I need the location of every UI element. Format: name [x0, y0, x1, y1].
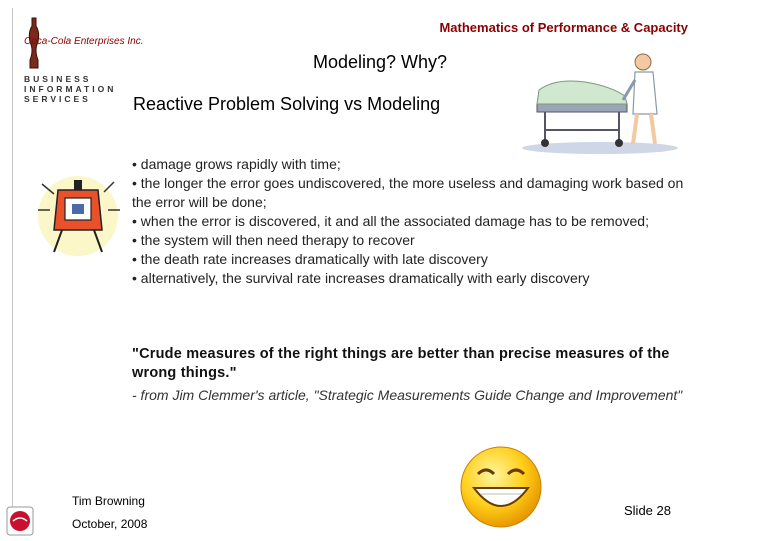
- slide-title: Modeling? Why?: [312, 52, 448, 72]
- footer-date: October, 2008: [72, 517, 148, 531]
- nurse-gurney-icon: [515, 44, 690, 156]
- fire-alarm-icon: [32, 160, 128, 260]
- bullet-list: [132, 155, 692, 288]
- quote-source: - from Jim Clemmer's article, "Strategic Measurements Guide Change and Improvement": [132, 387, 683, 403]
- bullet-item: • the death rate increases dramatically with late discovery: [132, 251, 488, 267]
- logo-line-services: SERVICES: [24, 94, 91, 104]
- fire-alarm-illustration: [32, 160, 128, 260]
- bullet-item: • alternatively, the survival rate increases dramatically with early discovery: [132, 270, 590, 286]
- logo-line-business: BUSINESS: [24, 74, 92, 84]
- logo-text-block: [24, 74, 116, 104]
- slide-number: Slide 28: [624, 503, 671, 518]
- logo-script-text: Coca-Cola Enterprises Inc.: [24, 36, 144, 47]
- footer-author: Tim Browning: [72, 494, 145, 508]
- logo-line-information: INFORMATION: [24, 84, 117, 94]
- footer-logo: [6, 506, 34, 536]
- bullet-item: • the longer the error goes undiscovered, the more useless and damaging work based on the error will be done;: [132, 175, 684, 210]
- smiley-illustration: [458, 444, 544, 530]
- bullet-item: • damage grows rapidly with time;: [132, 156, 341, 172]
- quote-text: "Crude measures of the right things are better than precise measures of the wrong things.": [132, 346, 670, 381]
- nurse-gurney-illustration: [515, 44, 690, 156]
- bullet-item: • when the error is discovered, it and all the associated damage has to be removed;: [132, 213, 649, 229]
- slide-subtitle: Reactive Problem Solving vs Modeling: [133, 94, 441, 114]
- coca-cola-badge-icon: [6, 506, 34, 536]
- grinning-smiley-icon: [458, 444, 544, 530]
- course-title: Mathematics of Performance & Capacity: [439, 20, 688, 35]
- bullet-item: • the system will then need therapy to recover: [132, 232, 415, 248]
- left-rule: [12, 8, 13, 533]
